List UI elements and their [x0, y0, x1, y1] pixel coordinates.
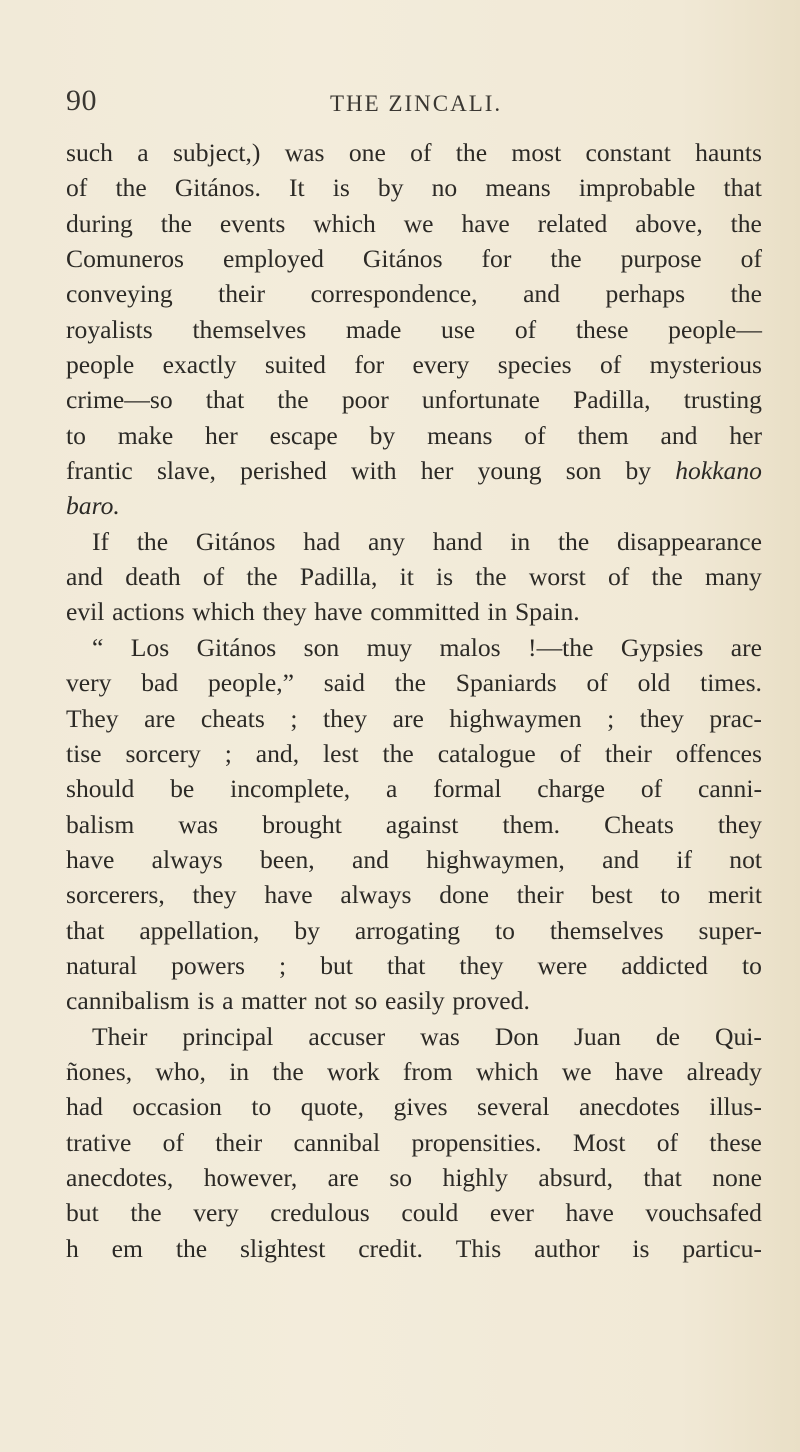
text-line	[66, 488, 762, 523]
italic-word: hokkano	[675, 456, 762, 486]
body-text	[66, 135, 762, 1266]
text-line: had occasion to quote, gives several anecdotes illus-	[66, 1092, 762, 1122]
text-line: “ Los Gitános son muy malos !—the Gypsies are	[92, 632, 762, 662]
text-line: and death of the Padilla, it is the worst of the many	[66, 562, 762, 592]
text-line: trative of their cannibal propensities. Most of these	[66, 1127, 762, 1157]
page-number: 90	[66, 84, 97, 117]
text-line: have always been, and highwaymen, and if not	[66, 844, 762, 874]
text-line: tise sorcery ; and, lest the catalogue of their offences	[66, 738, 762, 768]
text-line: conveying their correspondence, and perhaps the	[66, 279, 762, 309]
text-line: h em the slightest credit. This author is particu-	[66, 1233, 762, 1263]
text-line: of the Gitános. It is by no means improbable that	[66, 173, 762, 203]
text-line: such a subject,) was one of the most constant haunts	[66, 138, 762, 167]
text-line: to make her escape by means of them and her	[66, 420, 762, 450]
running-head: THE ZINCALI.	[330, 91, 503, 116]
text-line: natural powers ; but that they were addicted to	[66, 950, 762, 980]
text-line: frantic slave, perished with her young son by hokkano	[66, 453, 762, 488]
text-line: during the events which we have related above, the	[66, 208, 762, 238]
text-line: people exactly suited for every species of mysterious	[66, 350, 762, 380]
text-line: royalists themselves made use of these people—	[66, 314, 762, 344]
text-line: very bad people,” said the Spaniards of old times.	[66, 668, 762, 698]
text-line: should be incomplete, a formal charge of canni-	[66, 774, 762, 804]
text-line: crime—so that the poor unfortunate Padilla, trusting	[66, 385, 762, 415]
text-line: but the very credulous could ever have vouchsafed	[66, 1198, 762, 1228]
text-line: that appellation, by arrogating to themselves super-	[66, 915, 762, 945]
text-line: They are cheats ; they are highwaymen ; they prac-	[66, 703, 762, 733]
text-line: Their principal accuser was Don Juan de Qui-	[92, 1021, 762, 1051]
text-line: balism was brought against them. Cheats they	[66, 809, 762, 839]
text-line: Comuneros employed Gitános for the purpose of	[66, 244, 762, 274]
text-line: sorcerers, they have always done their best to merit	[66, 880, 762, 910]
text-line: evil actions which they have committed in Spain.	[66, 597, 580, 627]
text-line: ñones, who, in the work from which we have already	[66, 1056, 762, 1086]
italic-word: baro.	[66, 491, 120, 521]
text-line: anecdotes, however, are so highly absurd, that none	[66, 1162, 762, 1192]
text-line: cannibalism is a matter not so easily proved.	[66, 986, 530, 1016]
text-line: If the Gitános had any hand in the disappearance	[92, 526, 762, 556]
